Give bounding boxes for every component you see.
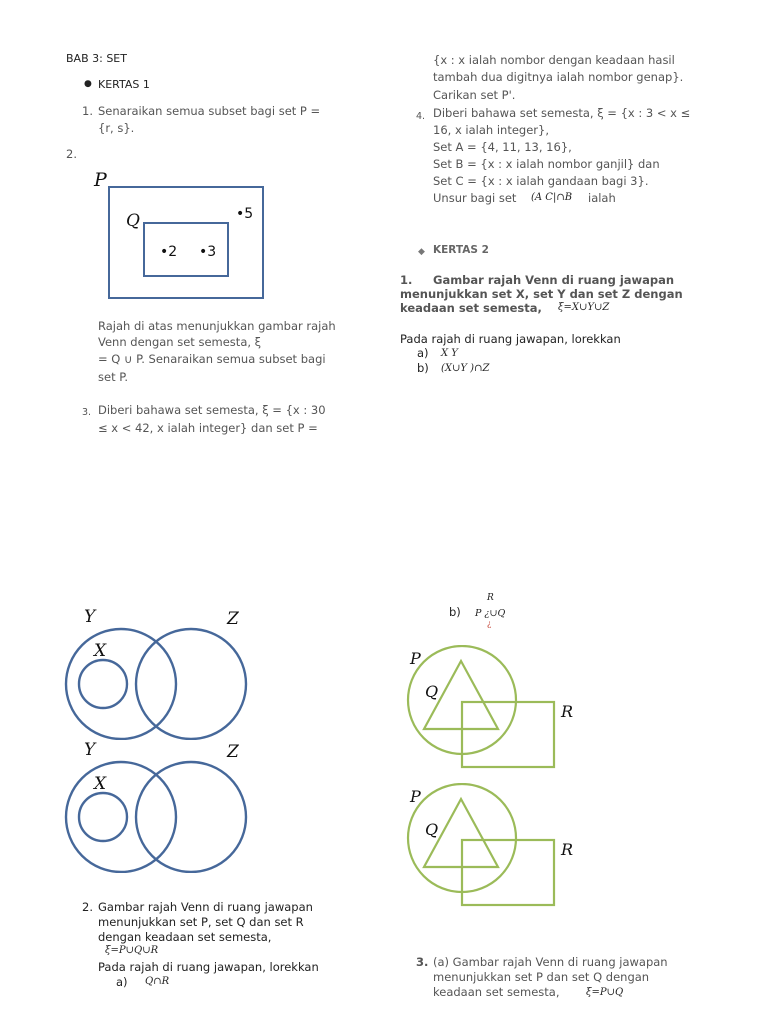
q2-desc-line4: set P. xyxy=(98,370,129,384)
q4-set-expression: (A C|∩B xyxy=(531,192,573,203)
q2-desc-line3: = Q ∪ P. Senaraikan semua subset bagi xyxy=(98,352,326,366)
bullet-icon: ● xyxy=(84,79,92,89)
venn-diagram-xyz-b xyxy=(60,733,260,873)
k2q1-number: 1. xyxy=(400,273,413,287)
venn-diagram-pqr-b xyxy=(400,783,600,913)
venn-element-2: •2 xyxy=(160,244,178,260)
q4-text-line1: Diberi bahawa set semesta, ξ = {x : 3 < x ≤ xyxy=(433,106,691,120)
k2q1-part-b-expr: (X∪Y )∩Z xyxy=(441,363,490,374)
q4-text-line4: Set B = {x : x ialah nombor ganjil} dan xyxy=(433,157,660,171)
section-heading-kertas2: KERTAS 2 xyxy=(433,244,489,256)
venn-element-5: •5 xyxy=(236,206,254,222)
venn-set-x-circle xyxy=(79,660,127,708)
q3-continued-line3: Carikan set P'. xyxy=(433,88,516,102)
pqr-part-b-label: b) xyxy=(449,605,461,619)
q1-text-line1: Senaraikan semua subset bagi set P = xyxy=(98,104,321,118)
k2q2-part-a-expr: Q∩R xyxy=(145,976,170,987)
venn-set-z-circle xyxy=(136,762,246,872)
venn-element-3: •3 xyxy=(199,244,217,260)
k2q1-part-b-label: b) xyxy=(417,361,429,375)
venn-label-x: X xyxy=(94,774,107,794)
pqr-part-b-expr: P ¿∪Q xyxy=(475,608,506,619)
venn-label-p: P xyxy=(410,787,421,806)
venn-label-p: P xyxy=(410,649,421,668)
venn-label-r: R xyxy=(561,840,574,859)
venn-set-r-rect xyxy=(462,840,554,905)
k2q2-text-line2: menunjukkan set P, set Q dan set R xyxy=(98,915,304,929)
venn-label-y: Y xyxy=(84,607,96,627)
q4-text-line2: 16, x ialah integer}, xyxy=(433,123,549,137)
venn-label-y: Y xyxy=(84,740,96,760)
k2q2-text-line1: Gambar rajah Venn di ruang jawapan xyxy=(98,900,313,914)
venn-diagram-xyz-a xyxy=(60,600,260,740)
venn-label-q: Q xyxy=(425,820,439,839)
q3-number: 3. xyxy=(82,407,92,418)
k2q1-shade-instruction: Pada rajah di ruang jawapan, lorekkan xyxy=(400,332,621,346)
k2q1-part-a-label: a) xyxy=(417,346,429,360)
venn-label-z: Z xyxy=(227,742,239,762)
venn-label-z: Z xyxy=(227,609,239,629)
venn-set-y-circle xyxy=(66,629,176,739)
venn-set-x-circle xyxy=(79,793,127,841)
k2q1-text-line3: keadaan set semesta, xyxy=(400,301,542,315)
k2q3-formula: ξ=P∪Q xyxy=(586,987,624,998)
section-heading-kertas1: KERTAS 1 xyxy=(98,78,150,91)
k2q1-text-line2: menunjukkan set X, set Y dan set Z dengan xyxy=(400,287,683,301)
q2-number: 2. xyxy=(66,147,77,161)
q4-number: 4. xyxy=(416,111,426,122)
venn-set-r-rect xyxy=(462,702,554,767)
venn-label-x: X xyxy=(94,641,107,661)
k2q1-text-line1: Gambar rajah Venn di ruang jawapan xyxy=(433,273,675,287)
q1-text-line2: {r, s}. xyxy=(98,121,135,135)
venn-set-z-circle xyxy=(136,629,246,739)
q4-text-line3: Set A = {4, 11, 13, 16}, xyxy=(433,140,572,154)
k2q2-shade-instruction: Pada rajah di ruang jawapan, lorekkan xyxy=(98,960,319,974)
q2-desc-line1: Rajah di atas menunjukkan gambar rajah xyxy=(98,319,336,333)
k2q3-text-line1: (a) Gambar rajah Venn di ruang jawapan xyxy=(433,955,668,969)
k2q1-formula: ξ=X∪Y∪Z xyxy=(558,302,610,313)
q4-text-line5: Set C = {x : x ialah gandaan bagi 3}. xyxy=(433,174,649,188)
k2q3-text-line2: menunjukkan set P dan set Q dengan xyxy=(433,970,650,984)
q1-number: 1. xyxy=(82,104,93,118)
k2q3-number: 3. xyxy=(416,955,429,969)
venn-set-y-circle xyxy=(66,762,176,872)
k2q3-text-line3: keadaan set semesta, xyxy=(433,985,560,999)
venn-label-p: P xyxy=(94,169,107,191)
q4-text-line6c: ialah xyxy=(588,191,616,205)
q3-continued-line1: {x : x ialah nombor dengan keadaan hasil xyxy=(433,53,675,67)
q2-desc-line2: Venn dengan set semesta, ξ xyxy=(98,335,262,349)
venn-diagram-pqr-a xyxy=(400,645,600,775)
k2q2-part-a-label: a) xyxy=(116,975,128,989)
q3-text-line2: ≤ x < 42, x ialah integer} dan set P = xyxy=(98,421,318,435)
q3-text-line1: Diberi bahawa set semesta, ξ = {x : 30 xyxy=(98,403,326,417)
q3-continued-line2: tambah dua digitnya ialah nombor genap}. xyxy=(433,70,684,84)
pqr-expr-superscript-r: R xyxy=(487,593,494,603)
venn-diagram-pq xyxy=(90,168,280,308)
k2q2-number: 2. xyxy=(82,900,93,914)
k2q2-formula: ξ=P∪Q∪R xyxy=(105,945,159,956)
k2q1-part-a-expr: X Y xyxy=(441,348,458,359)
document-title: BAB 3: SET xyxy=(66,52,127,65)
venn-label-r: R xyxy=(561,702,574,721)
q4-text-line6a: Unsur bagi set xyxy=(433,191,517,205)
pqr-expr-error-mark: ¿ xyxy=(487,619,492,628)
k2q2-text-line3: dengan keadaan set semesta, xyxy=(98,930,272,944)
venn-set-p-rect xyxy=(109,187,263,298)
venn-label-q: Q xyxy=(425,682,439,701)
venn-label-q: Q xyxy=(126,211,140,231)
bullet-icon: ◆ xyxy=(418,247,425,257)
